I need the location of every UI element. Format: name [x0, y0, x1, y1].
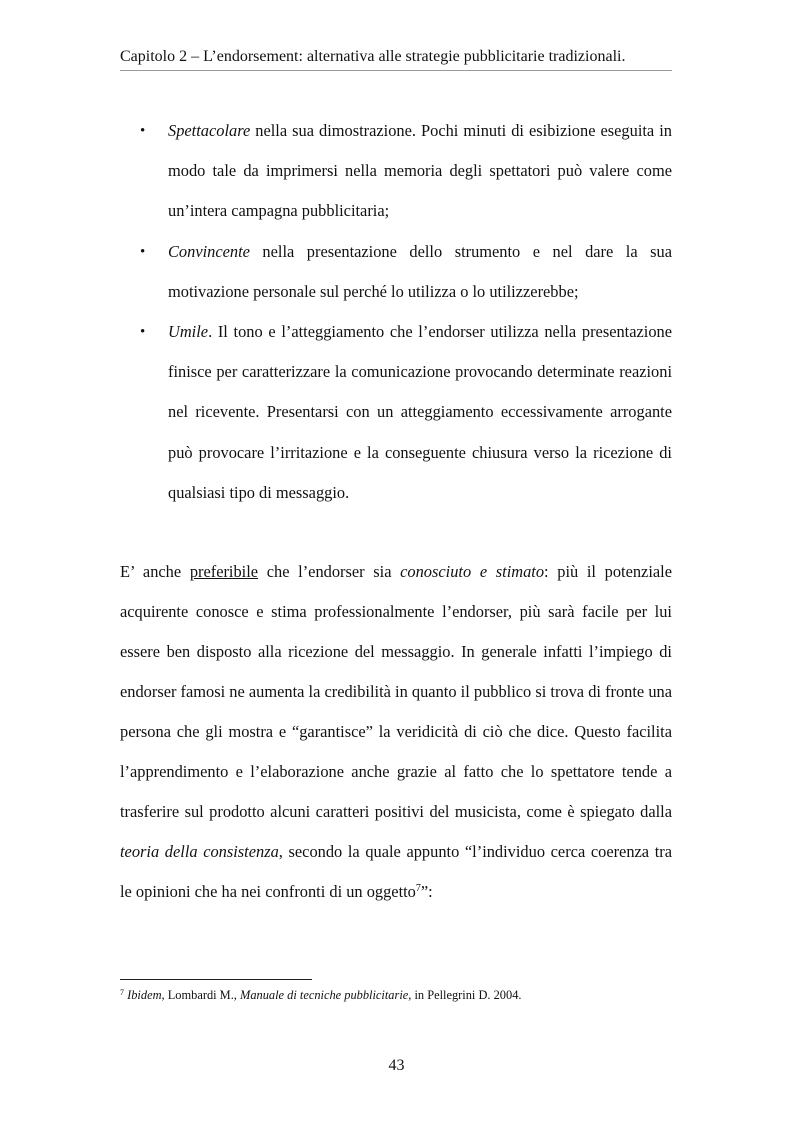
bullet-text: nella sua dimostrazione. Pochi minuti di esibizione eseguita in modo tale da imprimersi nella memoria degli spettatori può valere come un’intera campagna pubblicitaria; — [168, 121, 672, 221]
bullet-icon: • — [140, 243, 146, 260]
bullet-term: Convincente — [168, 241, 250, 261]
footnote-text: , Lombardi M., — [161, 988, 240, 1002]
paragraph-text: E’ anche — [120, 562, 190, 581]
bullet-text: . Il tono e l’atteggiamento che l’endorser utilizza nella presentazione finisce per caratterizzare la comunicazione provocando determinate reazioni nel ricevente. Presentarsi con un atteggiamento eccessivamente arrogante può provocare l’irritazione e la conseguente chiusura verso la ricezione di qualsiasi tipo di messaggio. — [168, 322, 672, 502]
paragraph-text: che l’endorser sia — [258, 562, 401, 581]
bullet-item-umile — [120, 312, 672, 513]
running-header: Capitolo 2 – L’endorsement: alternativa alle strategie pubblicitarie tradizionali. — [120, 48, 626, 65]
footnote — [120, 986, 672, 1004]
bullet-list — [120, 111, 672, 513]
bullet-term: Spettacolare — [168, 121, 251, 140]
footnote-divider — [120, 979, 312, 980]
page-number: 43 — [388, 1057, 405, 1074]
footnote-book-title: Manuale di tecniche pubblicitarie — [240, 988, 409, 1002]
footnote-italic: Ibidem — [127, 988, 162, 1002]
header-divider — [120, 70, 672, 71]
bullet-term: Umile — [168, 322, 209, 342]
footnote-text: , in Pellegrini D. 2004. — [408, 988, 522, 1002]
underlined-word: preferibile — [189, 562, 259, 581]
bullet-icon: • — [140, 123, 146, 139]
paragraph-text: : più il potenziale acquirente conosce e stima professionalmente l’endorser, più sarà facile per lui essere ben disposto alla ricezione del messaggio. In generale infatti l’impiego di endorser famosi ne aumenta la credibilità in quanto il pubblico si trova di fronte una persona che gli mostra e “garantisce” la veridicità di ciò che dice. Questo facilita l’apprendimento e l’elaborazione anche grazie al fatto che lo spettatore tende a trasferire sul prodotto alcuni caratteri positivi del musicista, come è spiegato dalla — [120, 562, 672, 821]
footnote-number: 7 — [120, 988, 124, 997]
bullet-icon: • — [140, 324, 146, 341]
body-paragraph — [120, 552, 672, 912]
paragraph-text: ”: — [420, 882, 433, 901]
italic-phrase: teoria della consistenza — [120, 842, 279, 861]
italic-phrase: conosciuto e stimato — [400, 562, 545, 581]
paragraph-text: , secondo la quale appunto “l’individuo cerca coerenza tra le opinioni che ha nei confronti di un oggetto — [120, 842, 672, 901]
footnote-reference[interactable]: 7 — [415, 883, 421, 894]
bullet-item-spettacolare — [120, 111, 672, 232]
bullet-text: nella presentazione dello strumento e nel dare la sua motivazione personale sul perché lo utilizza o lo utilizzerebbe; — [168, 241, 672, 301]
bullet-item-convincente — [120, 232, 672, 312]
